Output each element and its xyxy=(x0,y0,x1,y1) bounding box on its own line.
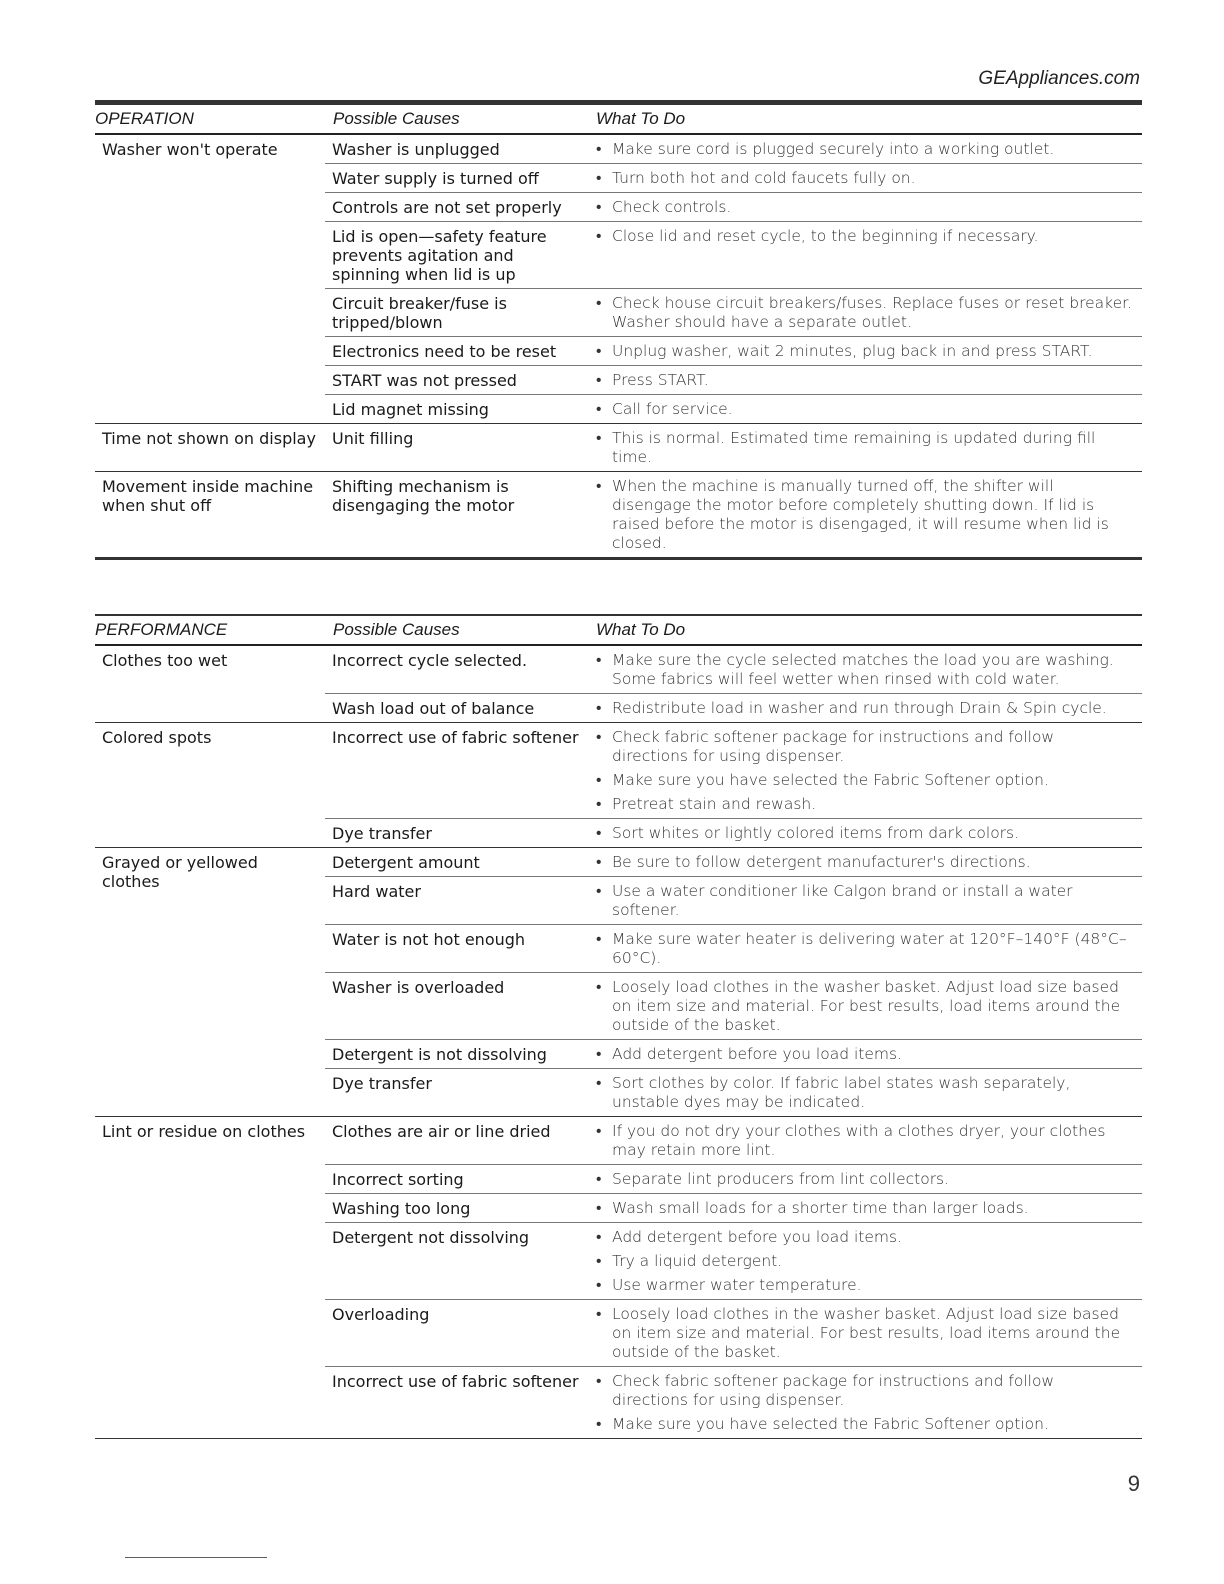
possible-cause: Incorrect use of fabric softener xyxy=(332,728,579,747)
table-row xyxy=(325,1194,1142,1223)
cause-rows xyxy=(325,424,1142,471)
table-row xyxy=(325,1069,1142,1116)
table-row xyxy=(325,1040,1142,1069)
what-to-do xyxy=(587,1117,1142,1164)
table-row xyxy=(325,877,1142,925)
what-to-do xyxy=(587,1165,1142,1193)
bullet-item: • Sort clothes by color. If fabric label states wash separately, unstable dyes may be indicated. xyxy=(596,1074,1132,1112)
table-row xyxy=(325,395,1142,423)
what-to-do xyxy=(587,222,1142,288)
possible-cause: Overloading xyxy=(332,1305,430,1324)
table-row xyxy=(325,289,1142,337)
possible-cause: Washing too long xyxy=(332,1199,471,1218)
table-row xyxy=(325,694,1142,722)
bullet-item: • This is normal. Estimated time remaining is updated during fill time. xyxy=(596,429,1132,467)
end-rule xyxy=(95,558,1142,560)
what-to-do xyxy=(587,1040,1142,1068)
possible-cause: Detergent is not dissolving xyxy=(332,1045,547,1064)
table-row xyxy=(325,819,1142,847)
what-to-do xyxy=(587,723,1142,818)
bullet-item: • Make sure you have selected the Fabric Softener option. xyxy=(596,1415,1132,1434)
symptom-label: Washer won't operate xyxy=(102,140,278,159)
table-row xyxy=(325,646,1142,694)
symptom-group xyxy=(95,646,1142,723)
possible-cause: Dye transfer xyxy=(332,1074,432,1093)
what-to-do xyxy=(587,1223,1142,1299)
table-row xyxy=(325,1223,1142,1300)
what-to-do xyxy=(587,848,1142,876)
bullet-item: • Add detergent before you load items. xyxy=(596,1045,1132,1064)
what-to-do xyxy=(587,424,1142,471)
table-row xyxy=(325,848,1142,877)
what-to-do xyxy=(587,193,1142,221)
header-todo: What To Do xyxy=(596,109,686,128)
bullet-item: • Pretreat stain and rewash. xyxy=(596,795,1132,814)
symptom-group xyxy=(95,723,1142,848)
bullet-item: • Make sure water heater is delivering water at 120°F–140°F (48°C–60°C). xyxy=(596,930,1132,968)
possible-cause: Detergent amount xyxy=(332,853,480,872)
bullet-item: • Unplug washer, wait 2 minutes, plug back in and press START. xyxy=(596,342,1132,361)
table-row xyxy=(325,193,1142,222)
bullet-item: • Add detergent before you load items. xyxy=(596,1228,1132,1247)
what-to-do xyxy=(587,973,1142,1039)
header-todo: What To Do xyxy=(596,620,686,639)
symptom-group xyxy=(95,135,1142,424)
bullet-item: • Wash small loads for a shorter time than larger loads. xyxy=(596,1199,1132,1218)
bullet-item: • Check fabric softener package for instructions and follow directions for using dispenser. xyxy=(596,728,1132,766)
footer-line xyxy=(125,1557,267,1558)
what-to-do xyxy=(587,646,1142,693)
possible-cause: Clothes are air or line dried xyxy=(332,1122,551,1141)
what-to-do xyxy=(587,694,1142,722)
cause-rows xyxy=(325,646,1142,722)
what-to-do xyxy=(587,337,1142,365)
cause-rows xyxy=(325,723,1142,847)
what-to-do xyxy=(587,819,1142,847)
table-header xyxy=(95,105,1142,133)
possible-cause: Dye transfer xyxy=(332,824,432,843)
symptom-group xyxy=(95,424,1142,472)
bullet-item: • Check controls. xyxy=(596,198,1132,217)
possible-cause: START was not pressed xyxy=(332,371,517,390)
what-to-do xyxy=(587,1194,1142,1222)
what-to-do xyxy=(587,164,1142,192)
bullet-item: • Call for service. xyxy=(596,400,1132,419)
page-number: 9 xyxy=(1127,1471,1140,1496)
table-header xyxy=(95,616,1142,644)
possible-cause: Water supply is turned off xyxy=(332,169,539,188)
possible-cause: Washer is overloaded xyxy=(332,978,505,997)
table-row xyxy=(325,135,1142,164)
table-body xyxy=(95,135,1142,558)
possible-cause: Circuit breaker/fuse is tripped/blown xyxy=(332,294,507,332)
table-row xyxy=(325,925,1142,973)
table-row xyxy=(325,337,1142,366)
header-causes: Possible Causes xyxy=(333,109,460,128)
bullet-item: • Be sure to follow detergent manufacturer's directions. xyxy=(596,853,1132,872)
possible-cause: Washer is unplugged xyxy=(332,140,500,159)
bullet-item: • Sort whites or lightly colored items from dark colors. xyxy=(596,824,1132,843)
operation-table xyxy=(95,100,1142,560)
symptom-group xyxy=(95,1117,1142,1439)
bullet-item: • Make sure cord is plugged securely into a working outlet. xyxy=(596,140,1132,159)
possible-cause: Lid is open—safety feature prevents agitation and spinning when lid is up xyxy=(332,227,547,284)
bullet-item: • Check fabric softener package for instructions and follow directions for using dispenser. xyxy=(596,1372,1132,1410)
what-to-do xyxy=(587,1300,1142,1366)
bullet-item: • Close lid and reset cycle, to the beginning if necessary. xyxy=(596,227,1132,246)
table-row xyxy=(325,1117,1142,1165)
table-row xyxy=(325,723,1142,819)
table-row xyxy=(325,424,1142,471)
table-row xyxy=(325,1165,1142,1194)
what-to-do xyxy=(587,925,1142,972)
bullet-item: • Make sure the cycle selected matches the load you are washing. Some fabrics will feel wetter when rinsed with cold water. xyxy=(596,651,1132,689)
bullet-item: • Press START. xyxy=(596,371,1132,390)
symptom-group xyxy=(95,848,1142,1117)
symptom-label: Colored spots xyxy=(102,728,212,747)
performance-table xyxy=(95,614,1142,1439)
possible-cause: Incorrect sorting xyxy=(332,1170,464,1189)
table-row xyxy=(325,1367,1142,1438)
symptom-group xyxy=(95,472,1142,558)
what-to-do xyxy=(587,877,1142,924)
symptom-label: Clothes too wet xyxy=(102,651,228,670)
bullet-item: • If you do not dry your clothes with a clothes dryer, your clothes may retain more lint. xyxy=(596,1122,1132,1160)
possible-cause: Water is not hot enough xyxy=(332,930,526,949)
cause-rows xyxy=(325,472,1142,557)
what-to-do xyxy=(587,395,1142,423)
what-to-do xyxy=(587,1069,1142,1116)
possible-cause: Hard water xyxy=(332,882,421,901)
table-row xyxy=(325,366,1142,395)
table-row xyxy=(325,164,1142,193)
bullet-item: • Use a water conditioner like Calgon brand or install a water softener. xyxy=(596,882,1132,920)
bullet-item: • Loosely load clothes in the washer basket. Adjust load size based on item size and material. For best results, load items around the outside of the basket. xyxy=(596,1305,1132,1362)
what-to-do xyxy=(587,289,1142,336)
bullet-item: • Try a liquid detergent. xyxy=(596,1252,1132,1271)
symptom-label: Lint or residue on clothes xyxy=(102,1122,306,1141)
table-row xyxy=(325,973,1142,1040)
header-causes: Possible Causes xyxy=(333,620,460,639)
possible-cause: Lid magnet missing xyxy=(332,400,489,419)
bullet-item: • Check house circuit breakers/fuses. Replace fuses or reset breaker. Washer should have a separate outlet. xyxy=(596,294,1132,332)
symptom-label: Time not shown on display xyxy=(102,429,316,448)
table-row xyxy=(325,1300,1142,1367)
bullet-item: • Separate lint producers from lint collectors. xyxy=(596,1170,1132,1189)
cause-rows xyxy=(325,135,1142,423)
bullet-item: • Redistribute load in washer and run through Drain & Spin cycle. xyxy=(596,699,1132,718)
bullet-item: • When the machine is manually turned off, the shifter will disengage the motor before completely shutting down. If lid is raised before the motor is disengaged, it will resume when lid is closed. xyxy=(596,477,1132,553)
bullet-item: • Loosely load clothes in the washer basket. Adjust load size based on item size and material. For best results, load items around the outside of the basket. xyxy=(596,978,1132,1035)
cause-rows xyxy=(325,1117,1142,1438)
possible-cause: Unit filling xyxy=(332,429,414,448)
table-row xyxy=(325,222,1142,289)
what-to-do xyxy=(587,472,1142,557)
bullet-item: • Use warmer water temperature. xyxy=(596,1276,1132,1295)
bullet-item: • Turn both hot and cold faucets fully on. xyxy=(596,169,1132,188)
cause-rows xyxy=(325,848,1142,1116)
header-category: PERFORMANCE xyxy=(95,620,228,639)
what-to-do xyxy=(587,1367,1142,1438)
bullet-item: • Make sure you have selected the Fabric Softener option. xyxy=(596,771,1132,790)
possible-cause: Shifting mechanism is disengaging the motor xyxy=(332,477,515,515)
symptom-label: Grayed or yellowed clothes xyxy=(102,853,258,891)
what-to-do xyxy=(587,366,1142,394)
possible-cause: Incorrect use of fabric softener xyxy=(332,1372,579,1391)
possible-cause: Incorrect cycle selected. xyxy=(332,651,528,670)
header-category: OPERATION xyxy=(95,109,194,128)
table-row xyxy=(325,472,1142,557)
table-body xyxy=(95,646,1142,1439)
possible-cause: Electronics need to be reset xyxy=(332,342,557,361)
what-to-do xyxy=(587,135,1142,163)
possible-cause: Controls are not set properly xyxy=(332,198,562,217)
possible-cause: Wash load out of balance xyxy=(332,699,535,718)
possible-cause: Detergent not dissolving xyxy=(332,1228,530,1247)
symptom-label: Movement inside machine when shut off xyxy=(102,477,314,515)
site-url: GEAppliances.com xyxy=(978,68,1140,89)
